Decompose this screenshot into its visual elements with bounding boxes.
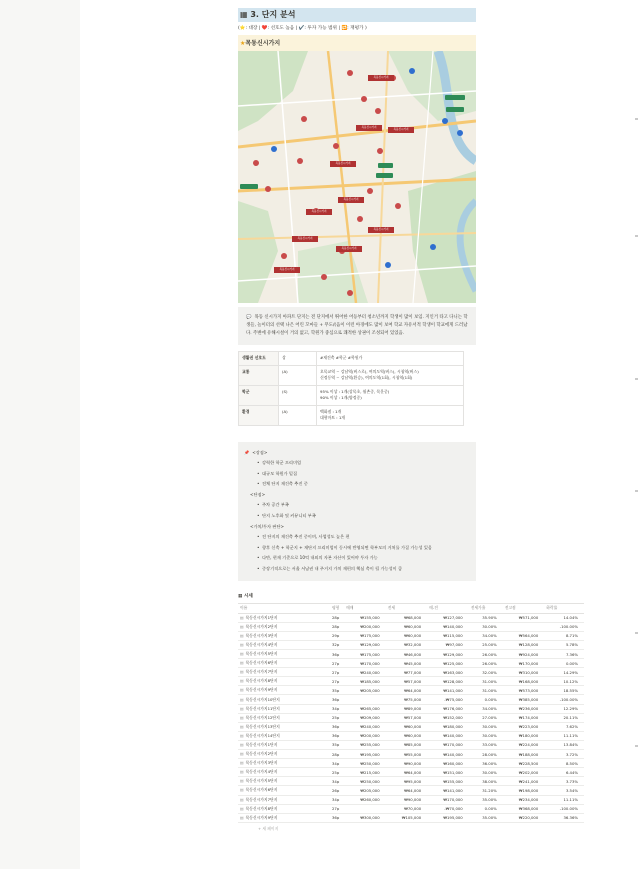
row-cell: 25p bbox=[330, 768, 344, 777]
row-cell: ₩140,000 bbox=[427, 731, 469, 740]
table-row[interactable] bbox=[238, 686, 584, 695]
row-cell: 27p bbox=[330, 668, 344, 677]
table-row[interactable] bbox=[238, 804, 584, 813]
row-cell: 36.00% bbox=[469, 759, 503, 768]
row-cell: 8.50% bbox=[544, 759, 584, 768]
row-name[interactable]: ▤ 목동신시가지5단지 bbox=[238, 650, 330, 659]
evaluation-grade: (S) bbox=[279, 385, 317, 405]
column-header[interactable]: 평형 bbox=[330, 603, 344, 613]
row-cell: 35.00% bbox=[469, 813, 503, 822]
row-cell: ₩85,000 bbox=[386, 740, 428, 749]
table-row[interactable] bbox=[238, 813, 584, 822]
row-cell: ₩90,000 bbox=[386, 759, 428, 768]
speech-icon: 💬 bbox=[246, 315, 252, 320]
star-icon: ★ bbox=[240, 40, 246, 47]
row-cell: ₩70,000 bbox=[386, 804, 428, 813]
row-name[interactable]: ▤ 목동신시가지13단지 bbox=[238, 722, 330, 731]
column-header[interactable]: 매매 bbox=[344, 603, 386, 613]
map-callout-header bbox=[238, 35, 476, 51]
map-label[interactable]: 목동신시가지 bbox=[292, 236, 318, 242]
row-cell: ₩60,000 bbox=[386, 722, 428, 731]
row-cell: ₩368,000 bbox=[503, 804, 545, 813]
row-cell: ₩200,000 bbox=[344, 622, 386, 631]
table-row[interactable] bbox=[238, 713, 584, 722]
row-cell: ₩220,000 bbox=[503, 813, 545, 822]
row-cell: ₩127,000 bbox=[427, 613, 469, 622]
row-cell: ₩129,000 bbox=[344, 640, 386, 649]
row-cell: ₩195,000 bbox=[427, 813, 469, 822]
row-cell: 34.00% bbox=[469, 631, 503, 640]
map-label[interactable]: 목동신시가지 bbox=[330, 161, 356, 167]
database-title bbox=[238, 593, 588, 599]
row-cell: ₩46,000 bbox=[386, 650, 428, 659]
value-item: • 중장기적으로는 서울 서남권 내 주거지 가치 재편의 핵심 축이 될 가능성이 큼 bbox=[244, 564, 468, 575]
table-row[interactable] bbox=[238, 613, 584, 622]
row-cell: 28p bbox=[330, 613, 344, 622]
row-cell: ₩57,000 bbox=[386, 713, 428, 722]
row-cell: ₩180,000 bbox=[503, 731, 545, 740]
row-cell: 11.11% bbox=[544, 795, 584, 804]
row-cell bbox=[344, 804, 386, 813]
row-cell: ₩97,000 bbox=[427, 640, 469, 649]
cons-title: <단점> bbox=[250, 491, 266, 497]
row-cell: ₩128,000 bbox=[427, 677, 469, 686]
map-label[interactable]: 목동신시가지 bbox=[274, 267, 300, 273]
chart-icon: ▦ bbox=[240, 10, 251, 19]
row-cell: -₩75,000 bbox=[427, 695, 469, 704]
evaluation-grade: (A) bbox=[279, 405, 317, 425]
row-cell: ₩205,000 bbox=[344, 686, 386, 695]
row-name[interactable]: ▤ 목동신시가지6단지 bbox=[238, 659, 330, 668]
map-label[interactable]: 목동신시가지 bbox=[368, 227, 394, 233]
summary-callout bbox=[238, 307, 476, 345]
evaluation-row bbox=[239, 365, 464, 385]
row-cell: 36p bbox=[330, 695, 344, 704]
table-row[interactable] bbox=[238, 650, 584, 659]
row-cell: ₩202,000 bbox=[503, 768, 545, 777]
row-cell: ₩180,000 bbox=[427, 722, 469, 731]
evaluation-key: 학군 bbox=[239, 385, 279, 405]
row-cell: 32p bbox=[330, 640, 344, 649]
row-cell: ₩170,000 bbox=[503, 659, 545, 668]
table-row[interactable] bbox=[238, 659, 584, 668]
row-cell: ₩573,000 bbox=[503, 686, 545, 695]
row-cell: ₩160,000 bbox=[427, 759, 469, 768]
row-cell: 0.00% bbox=[469, 695, 503, 704]
row-cell: ₩152,000 bbox=[427, 713, 469, 722]
row-cell: ₩168,000 bbox=[503, 677, 545, 686]
row-cell: 18.55% bbox=[544, 686, 584, 695]
section-title: 3. 단지 분석 bbox=[250, 10, 296, 19]
pros-title: <장점> bbox=[252, 449, 268, 455]
row-cell: 29p bbox=[330, 631, 344, 640]
table-row[interactable] bbox=[238, 731, 584, 740]
row-cell: ₩64,000 bbox=[386, 768, 428, 777]
row-cell: ₩95,000 bbox=[386, 777, 428, 786]
row-cell: ₩151,000 bbox=[427, 768, 469, 777]
row-cell: 25p bbox=[330, 713, 344, 722]
row-name[interactable]: ▤ 목동신시가지8단지 bbox=[238, 677, 330, 686]
row-cell: 33.00% bbox=[469, 740, 503, 749]
evaluation-detail: 오목교역 ~ 강남역(버스로), 여의도역(버스), 시청역(버스) 신정동역 ~ 강남역(환승), 여의도역(1회), 시청역(1회) bbox=[317, 365, 464, 385]
column-header[interactable]: 전고점 bbox=[503, 603, 545, 613]
evaluation-key: 생활권 선호도 bbox=[239, 352, 279, 366]
row-cell: ₩228,500 bbox=[503, 759, 545, 768]
row-cell: 14.04% bbox=[544, 613, 584, 622]
row-cell: ₩60,000 bbox=[386, 731, 428, 740]
row-cell: -100.00% bbox=[544, 622, 584, 631]
row-cell: 13.84% bbox=[544, 740, 584, 749]
row-cell: 3.72% bbox=[544, 750, 584, 759]
new-page-button[interactable]: + 새 페이지 bbox=[258, 825, 279, 831]
row-cell: 35p bbox=[330, 740, 344, 749]
row-name[interactable]: ▤ 목동신시가지2단지 bbox=[238, 622, 330, 631]
value-item: • 향후 신축 + 학군지 + 재단지 프리미엄이 동시에 반영되면 학부모의 거처를 가질 가능성 있음 bbox=[244, 543, 468, 554]
row-cell: ₩89,000 bbox=[386, 704, 428, 713]
row-cell: ₩60,000 bbox=[386, 622, 428, 631]
row-cell bbox=[344, 695, 386, 704]
evaluation-detail: #재건축 #학군 #학원가 bbox=[317, 352, 464, 366]
evaluation-table bbox=[238, 351, 464, 426]
row-cell: 10.12% bbox=[544, 677, 584, 686]
row-cell: ₩55,000 bbox=[386, 750, 428, 759]
row-name[interactable]: ▤ 목동신시가지9단지 bbox=[238, 813, 330, 822]
row-name[interactable]: ▤ 목동신시가지1단지 bbox=[238, 740, 330, 749]
row-cell: 0.00% bbox=[544, 659, 584, 668]
map-graphic bbox=[238, 51, 476, 303]
column-header[interactable]: 전세 bbox=[386, 603, 428, 613]
evaluation-detail: 백화점 : 1개 대형마트 : 1개 bbox=[317, 405, 464, 425]
table-icon: ▦ bbox=[238, 593, 244, 599]
row-cell: ₩175,000 bbox=[344, 631, 386, 640]
row-cell: ₩185,000 bbox=[344, 677, 386, 686]
row-cell: 3.73% bbox=[544, 777, 584, 786]
row-cell: ₩571,000 bbox=[503, 613, 545, 622]
table-row[interactable] bbox=[238, 786, 584, 795]
row-cell: ₩195,000 bbox=[344, 750, 386, 759]
table-row[interactable] bbox=[238, 777, 584, 786]
row-name[interactable]: ▤ 목동신시가지1단지 bbox=[238, 613, 330, 622]
row-cell: ₩198,000 bbox=[503, 786, 545, 795]
section-heading bbox=[238, 8, 476, 22]
row-cell: 14.29% bbox=[544, 668, 584, 677]
row-cell: 8.71% bbox=[544, 631, 584, 640]
row-cell: 35p bbox=[330, 686, 344, 695]
row-cell: ₩215,000 bbox=[344, 768, 386, 777]
row-cell: 27p bbox=[330, 659, 344, 668]
evaluation-key: 환경 bbox=[239, 405, 279, 425]
notes-callout bbox=[238, 442, 476, 581]
row-cell: ₩250,000 bbox=[344, 759, 386, 768]
cons-item: • 주차 공간 부족 bbox=[244, 500, 468, 511]
evaluation-row bbox=[239, 352, 464, 366]
row-cell: ₩176,000 bbox=[427, 704, 469, 713]
row-cell: ₩200,000 bbox=[344, 731, 386, 740]
row-cell: ₩223,000 bbox=[503, 722, 545, 731]
row-name[interactable]: ▤ 목동신시가지4단지 bbox=[238, 640, 330, 649]
row-cell: ₩265,000 bbox=[344, 704, 386, 713]
row-cell: 27p bbox=[330, 677, 344, 686]
row-cell: 26.00% bbox=[469, 659, 503, 668]
document bbox=[238, 8, 588, 832]
row-cell: ₩140,000 bbox=[427, 622, 469, 631]
row-cell: 35.00% bbox=[469, 795, 503, 804]
row-cell: ₩300,000 bbox=[344, 813, 386, 822]
row-name[interactable]: ▤ 목동신시가지9단지 bbox=[238, 686, 330, 695]
table-row[interactable] bbox=[238, 750, 584, 759]
row-cell: ₩163,000 bbox=[427, 668, 469, 677]
row-cell: ₩385,000 bbox=[503, 695, 545, 704]
table-row[interactable] bbox=[238, 622, 584, 631]
row-cell: ₩155,000 bbox=[344, 613, 386, 622]
legend-line: (⭐: 대장 | ❤️: 선호도 높음 | ✔️: 투자 가능 범위 | 🔁: 재평가 ) bbox=[238, 26, 367, 31]
row-cell: ₩77,000 bbox=[386, 668, 428, 677]
row-cell: ₩90,000 bbox=[386, 795, 428, 804]
row-cell: ₩564,000 bbox=[503, 631, 545, 640]
evaluation-row bbox=[239, 385, 464, 405]
row-cell: ₩64,000 bbox=[386, 686, 428, 695]
row-cell: 32.00% bbox=[469, 668, 503, 677]
row-cell: ₩255,000 bbox=[344, 740, 386, 749]
cons-item: • 단지 노후화 및 커뮤니티 부족 bbox=[244, 511, 468, 522]
row-cell: ₩170,000 bbox=[427, 795, 469, 804]
row-cell: 28.00% bbox=[469, 750, 503, 759]
row-cell: 34p bbox=[330, 777, 344, 786]
table-row[interactable] bbox=[238, 668, 584, 677]
row-cell: ₩310,000 bbox=[503, 668, 545, 677]
row-cell: ₩188,000 bbox=[503, 750, 545, 759]
price-database bbox=[238, 603, 584, 823]
row-cell: -₩70,000 bbox=[427, 804, 469, 813]
row-name[interactable]: ▤ 목동신시가지8단지 bbox=[238, 804, 330, 813]
value-title: <가치/투자 판단> bbox=[250, 523, 285, 529]
row-cell: ₩141,000 bbox=[427, 686, 469, 695]
area-map[interactable] bbox=[238, 51, 476, 303]
column-header[interactable]: 하락률 bbox=[544, 603, 584, 613]
row-cell: 38.00% bbox=[469, 777, 503, 786]
row-cell: 31.00% bbox=[469, 677, 503, 686]
row-name[interactable]: ▤ 목동신시가지5단지 bbox=[238, 777, 330, 786]
row-cell: ₩174,000 bbox=[503, 713, 545, 722]
row-cell: 30.00% bbox=[469, 722, 503, 731]
row-cell: ₩32,000 bbox=[386, 640, 428, 649]
row-cell: 35.90% bbox=[469, 613, 503, 622]
row-cell: 11.11% bbox=[544, 731, 584, 740]
row-cell: 6.44% bbox=[544, 768, 584, 777]
row-cell: 36p bbox=[330, 650, 344, 659]
row-name[interactable]: ▤ 목동신시가지3단지 bbox=[238, 631, 330, 640]
map-label[interactable]: 목동신시가지 bbox=[306, 209, 332, 215]
row-cell: 25.00% bbox=[469, 640, 503, 649]
column-header[interactable]: 매-전 bbox=[427, 603, 469, 613]
row-name[interactable]: ▤ 목동신시가지10단지 bbox=[238, 695, 330, 704]
table-row[interactable] bbox=[238, 640, 584, 649]
map-label[interactable]: 목동신시가지 bbox=[356, 125, 382, 131]
table-row[interactable] bbox=[238, 631, 584, 640]
row-cell: 7.36% bbox=[544, 650, 584, 659]
row-cell: ₩175,000 bbox=[344, 650, 386, 659]
row-cell: ₩241,000 bbox=[503, 777, 545, 786]
row-cell: ₩45,000 bbox=[386, 659, 428, 668]
row-cell: 36p bbox=[330, 731, 344, 740]
value-item: • 전 단지의 재건축 추진 중이며, 사업성도 높은 편 bbox=[244, 532, 468, 543]
row-cell: 28p bbox=[330, 750, 344, 759]
pin-icon: 📌 bbox=[244, 449, 250, 455]
row-cell: 30.00% bbox=[469, 768, 503, 777]
row-cell: 36p bbox=[330, 722, 344, 731]
row-cell: ₩170,000 bbox=[427, 740, 469, 749]
row-name[interactable]: ▤ 목동신시가지3단지 bbox=[238, 759, 330, 768]
row-name[interactable]: ▤ 목동신시가지6단지 bbox=[238, 786, 330, 795]
row-cell: ₩250,000 bbox=[344, 777, 386, 786]
value-item: • 다만, 현재 기준으로 10억 내외의 자본 자산이 있어야 투자 가능 bbox=[244, 553, 468, 564]
row-cell: 5.78% bbox=[544, 640, 584, 649]
row-name[interactable]: ▤ 목동신시가지7단지 bbox=[238, 668, 330, 677]
row-cell: 31.20% bbox=[469, 786, 503, 795]
row-cell: ₩234,000 bbox=[503, 795, 545, 804]
evaluation-key: 교통 bbox=[239, 365, 279, 385]
table-row[interactable] bbox=[238, 768, 584, 777]
scroll-marks bbox=[630, 0, 640, 869]
row-cell: 30.00% bbox=[469, 731, 503, 740]
row-cell: 3.54% bbox=[544, 786, 584, 795]
row-cell: 0.00% bbox=[469, 804, 503, 813]
row-cell: 7.62% bbox=[544, 722, 584, 731]
map-label[interactable]: 목동신시가지 bbox=[338, 197, 364, 203]
row-cell: 30.00% bbox=[469, 622, 503, 631]
evaluation-grade: 상 bbox=[279, 352, 317, 366]
row-name[interactable]: ▤ 목동신시가지14단지 bbox=[238, 731, 330, 740]
row-cell: ₩68,000 bbox=[386, 613, 428, 622]
row-cell: ₩224,000 bbox=[503, 740, 545, 749]
row-name[interactable]: ▤ 목동신시가지12단지 bbox=[238, 713, 330, 722]
row-cell: ₩129,000 bbox=[427, 650, 469, 659]
sidebar-panel bbox=[0, 0, 80, 869]
row-cell bbox=[503, 622, 545, 631]
table-row[interactable] bbox=[238, 740, 584, 749]
pros-item: • 전체 단지 재건축 추진 중 bbox=[244, 479, 468, 490]
pros-item: • 대규모 학원가 밀집 bbox=[244, 469, 468, 480]
row-cell: ₩57,000 bbox=[386, 677, 428, 686]
map-label[interactable]: 목동신시가지 bbox=[336, 246, 362, 252]
row-cell: ₩170,000 bbox=[344, 659, 386, 668]
evaluation-grade: (A) bbox=[279, 365, 317, 385]
row-cell: 34p bbox=[330, 759, 344, 768]
row-cell: ₩205,000 bbox=[344, 786, 386, 795]
row-cell: ₩125,000 bbox=[427, 659, 469, 668]
row-cell: 34p bbox=[330, 795, 344, 804]
table-row[interactable] bbox=[238, 759, 584, 768]
table-row[interactable] bbox=[238, 704, 584, 713]
row-cell: ₩60,000 bbox=[386, 631, 428, 640]
row-name[interactable]: ▤ 목동신시가지4단지 bbox=[238, 768, 330, 777]
evaluation-detail: 95% 이상 : 1개(상목초, 월촌중, 목운중) 90% 이상 : 1개(양정중) bbox=[317, 385, 464, 405]
row-cell: ₩260,000 bbox=[344, 795, 386, 804]
row-cell: 34p bbox=[330, 704, 344, 713]
row-cell: 28p bbox=[330, 622, 344, 631]
row-cell: 12.29% bbox=[544, 704, 584, 713]
row-cell: ₩115,000 bbox=[427, 631, 469, 640]
row-cell: 34.00% bbox=[469, 704, 503, 713]
row-cell: -100.00% bbox=[544, 695, 584, 704]
row-cell: 36p bbox=[330, 813, 344, 822]
row-cell: ₩75,000 bbox=[386, 695, 428, 704]
row-cell: ₩209,000 bbox=[344, 713, 386, 722]
row-cell: 20.11% bbox=[544, 713, 584, 722]
row-name[interactable]: ▤ 목동신시가지7단지 bbox=[238, 795, 330, 804]
map-callout-title: 목동신시가지 bbox=[245, 40, 281, 47]
map-label[interactable]: 목동신시가지 bbox=[388, 127, 414, 133]
summary-text: 목동 신시가지 아파트 단지는 전 단지에서 뛰어한 어등부터 청소년까지 학생이 많이 보임. 지인거 타고 다니는 학생들, 놀이터의 선택 나은 어린 꼬마들 + 무도/(음이 이런 아경에도 많이 보여 학교 자유서적 학생이 학교에게 드러났다. 주변에 유해시설이 거의 없고, 학원가 중심으로 쾌적한 상권이 조성되어 있었음. bbox=[246, 315, 468, 336]
row-cell: ₩128,000 bbox=[503, 640, 545, 649]
row-cell: 27.00% bbox=[469, 713, 503, 722]
row-name[interactable]: ▤ 목동신시가지11단지 bbox=[238, 704, 330, 713]
row-cell: ₩236,000 bbox=[503, 704, 545, 713]
map-label[interactable]: 목동신시가지 bbox=[368, 75, 394, 81]
table-row[interactable] bbox=[238, 695, 584, 704]
row-cell: 26p bbox=[330, 786, 344, 795]
row-cell: ₩240,000 bbox=[344, 722, 386, 731]
column-header[interactable]: 전세가율 bbox=[469, 603, 503, 613]
row-cell: ₩155,000 bbox=[427, 777, 469, 786]
row-cell: 27p bbox=[330, 804, 344, 813]
row-name[interactable]: ▤ 목동신시가지2단지 bbox=[238, 750, 330, 759]
row-cell: 31.00% bbox=[469, 686, 503, 695]
row-cell: ₩141,000 bbox=[427, 786, 469, 795]
column-header[interactable]: 이름 bbox=[238, 603, 330, 613]
pros-item: • 강력한 학군 프리미엄 bbox=[244, 458, 468, 469]
table-row[interactable] bbox=[238, 677, 584, 686]
row-cell: ₩924,000 bbox=[503, 650, 545, 659]
row-cell: 26.00% bbox=[469, 650, 503, 659]
row-cell: ₩140,000 bbox=[427, 750, 469, 759]
row-cell: ₩240,000 bbox=[344, 668, 386, 677]
row-cell: 36.36% bbox=[544, 813, 584, 822]
table-row[interactable] bbox=[238, 722, 584, 731]
database-title-text: 시세 bbox=[243, 593, 253, 599]
evaluation-row bbox=[239, 405, 464, 425]
row-cell: -100.00% bbox=[544, 804, 584, 813]
row-cell: ₩64,000 bbox=[386, 786, 428, 795]
row-cell: ₩105,000 bbox=[386, 813, 428, 822]
table-row[interactable] bbox=[238, 795, 584, 804]
